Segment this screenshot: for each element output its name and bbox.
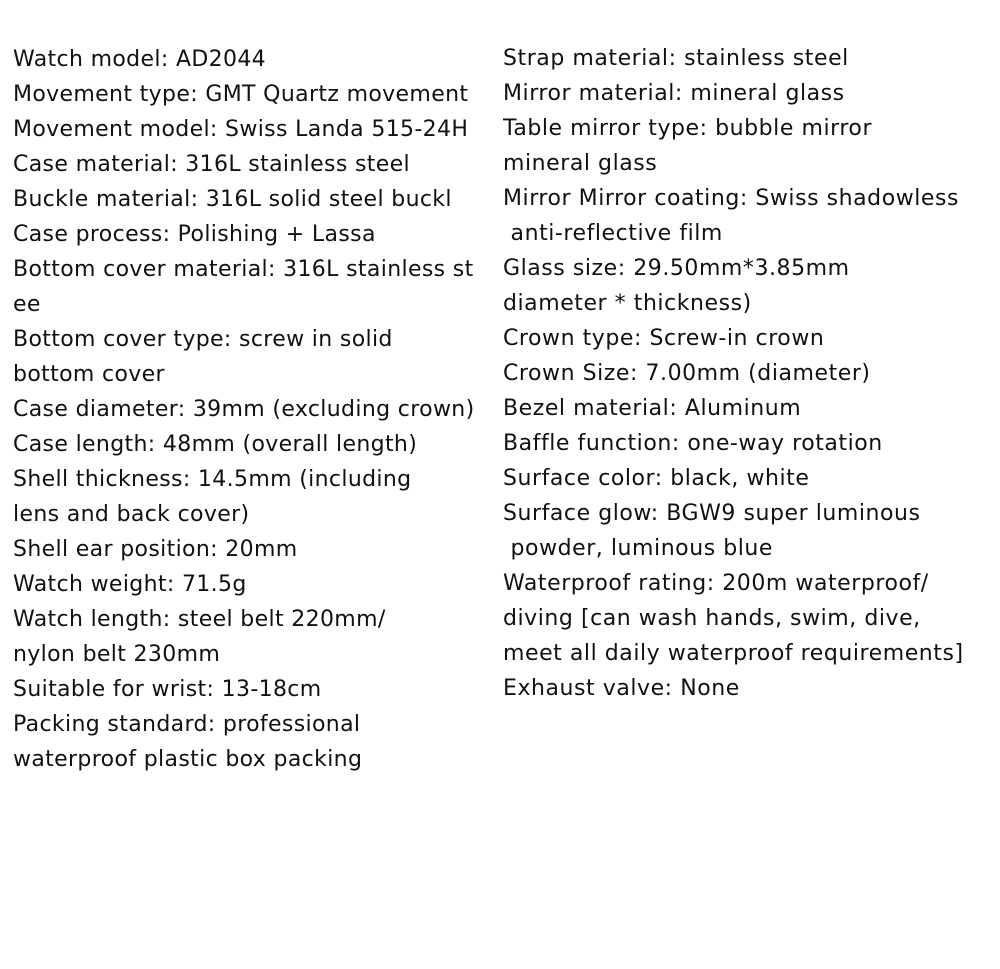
- spec-line: anti-reflective film: [503, 221, 723, 246]
- spec-line: lens and back cover): [13, 502, 250, 527]
- spec-line: Case length: 48mm (overall length): [13, 432, 418, 457]
- spec-line: diving [can wash hands, swim, dive,: [503, 606, 921, 631]
- spec-column-left: [13, 42, 500, 777]
- spec-line: waterproof plastic box packing: [13, 747, 363, 772]
- spec-line: Strap material: stainless steel: [503, 46, 849, 71]
- spec-line: Suitable for wrist: 13-18cm: [13, 677, 322, 702]
- spec-line: Bottom cover material: 316L stainless st: [13, 257, 474, 282]
- spec-line: nylon belt 230mm: [13, 642, 221, 667]
- spec-line: bottom cover: [13, 362, 165, 387]
- spec-line: Crown Size: 7.00mm (diameter): [503, 361, 871, 386]
- spec-line: Mirror material: mineral glass: [503, 81, 845, 106]
- spec-column-right: [503, 41, 998, 706]
- spec-line: Glass size: 29.50mm*3.85mm: [503, 256, 850, 281]
- spec-line: Shell ear position: 20mm: [13, 537, 298, 562]
- spec-line: Bezel material: Aluminum: [503, 396, 802, 421]
- spec-line: diameter * thickness): [503, 291, 752, 316]
- spec-line: Buckle material: 316L solid steel buckl: [13, 187, 452, 212]
- spec-line: Shell thickness: 14.5mm (including: [13, 467, 412, 492]
- spec-line: ee: [13, 292, 41, 317]
- spec-line: Surface color: black, white: [503, 466, 810, 491]
- spec-line: Table mirror type: bubble mirror: [503, 116, 873, 141]
- spec-line: Packing standard: professional: [13, 712, 361, 737]
- spec-line: Waterproof rating: 200m waterproof/: [503, 571, 929, 596]
- spec-line: Mirror Mirror coating: Swiss shadowless: [503, 186, 960, 211]
- spec-line: Crown type: Screw-in crown: [503, 326, 825, 351]
- spec-line: Bottom cover type: screw in solid: [13, 327, 393, 352]
- spec-line: Case diameter: 39mm (excluding crown): [13, 397, 475, 422]
- spec-line: powder, luminous blue: [503, 536, 773, 561]
- spec-line: mineral glass: [503, 151, 658, 176]
- spec-line: Surface glow: BGW9 super luminous: [503, 501, 921, 526]
- spec-line: Watch model: AD2044: [13, 47, 267, 72]
- spec-line: Watch weight: 71.5g: [13, 572, 247, 597]
- spec-line: Watch length: steel belt 220mm/: [13, 607, 386, 632]
- spec-line: Case process: Polishing + Lassa: [13, 222, 376, 247]
- spec-line: meet all daily waterproof requirements]: [503, 641, 964, 666]
- spec-line: Movement type: GMT Quartz movement: [13, 82, 469, 107]
- spec-line: Exhaust valve: None: [503, 676, 740, 701]
- spec-line: Movement model: Swiss Landa 515-24H: [13, 117, 469, 142]
- spec-line: Baffle function: one-way rotation: [503, 431, 883, 456]
- spec-line: Case material: 316L stainless steel: [13, 152, 411, 177]
